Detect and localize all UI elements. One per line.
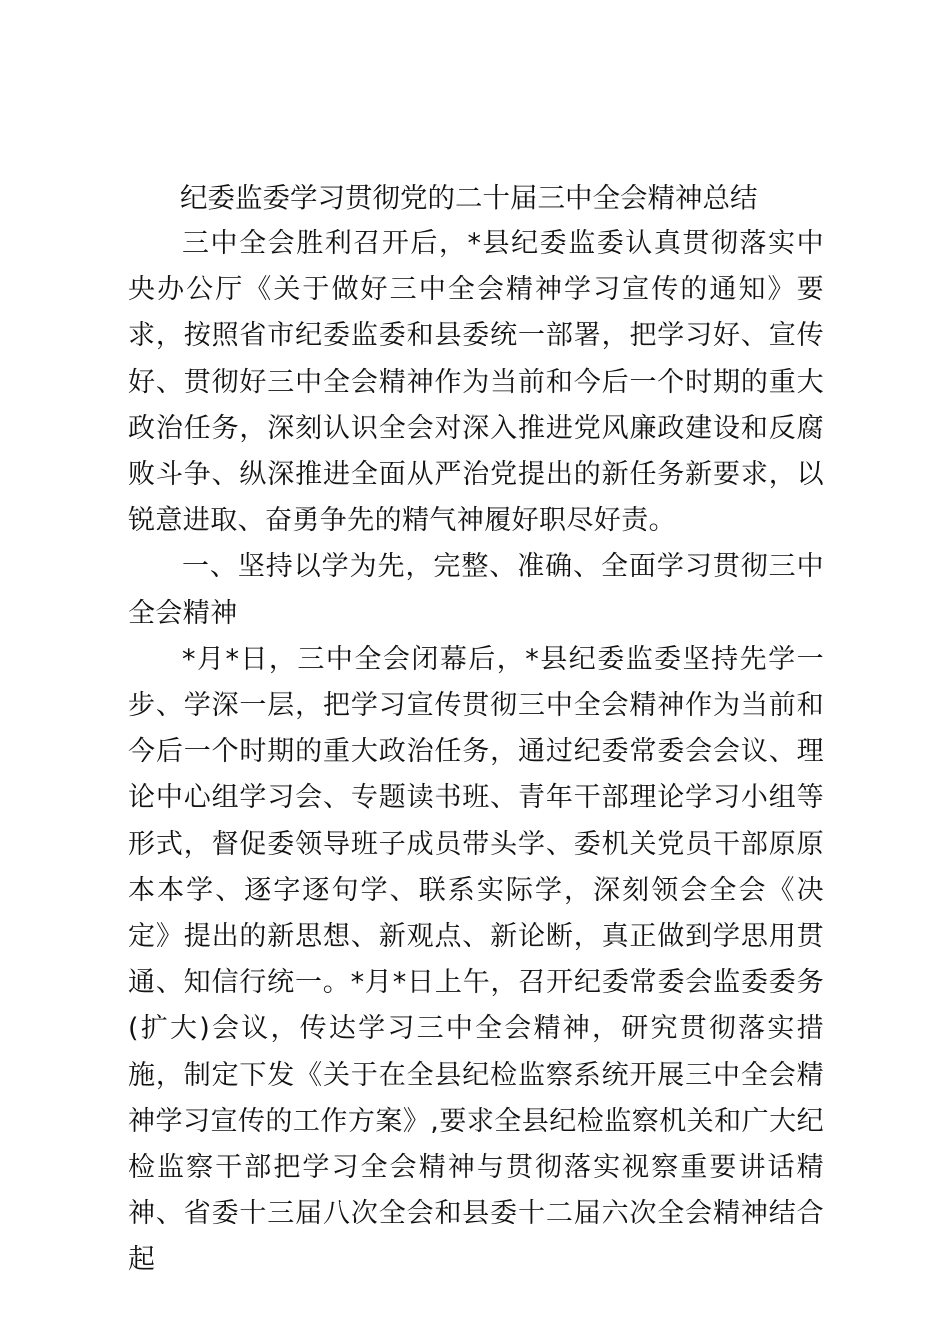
intro-paragraph: 三中全会胜利召开后，*县纪委监委认真贯彻落实中央办公厅《关于做好三中全会精神学习宣传的通知》要求，按照省市纪委监委和县委统一部署，把学习好、宣传好、贯彻好三中全会精神作为当前和今后一个时期的重大政治任务，深刻认识全会对深入推进党风廉政建设和反腐败斗争、纵深推进全面从严治党提出的新任务新要求，以锐意进取、奋勇争先的精气神履好职尽好责。 bbox=[128, 228, 824, 537]
document-body bbox=[128, 175, 824, 1284]
document-title: 纪委监委学习贯彻党的二十届三中全会精神总结 bbox=[180, 182, 758, 214]
section-heading: 一、坚持以学为先，完整、准确、全面学习贯彻三中全会精神 bbox=[128, 551, 824, 629]
body-paragraph: *月*日，三中全会闭幕后，*县纪委监委坚持先学一步、学深一层，把学习宣传贯彻三中全会精神作为当前和今后一个时期的重大政治任务，通过纪委常委会会议、理论中心组学习会、专题读书班、青年干部理论学习小组等形式，督促委领导班子成员带头学、委机关党员干部原原本本学、逐字逐句学、联系实际学，深刻领会全会《决定》提出的新思想、新观点、新论断，真正做到学思用贯通、知信行统一。*月*日上午，召开纪委常委会监委委务(扩大)会议，传达学习三中全会精神，研究贯彻落实措施，制定下发《关于在全县纪检监察系统开展三中全会精神学习宣传的工作方案》,要求全县纪检监察机关和广大纪检监察干部把学习全会精神与贯彻落实视察重要讲话精神、省委十三届八次全会和县委十二届六次全会精神结合起 bbox=[128, 643, 824, 1276]
